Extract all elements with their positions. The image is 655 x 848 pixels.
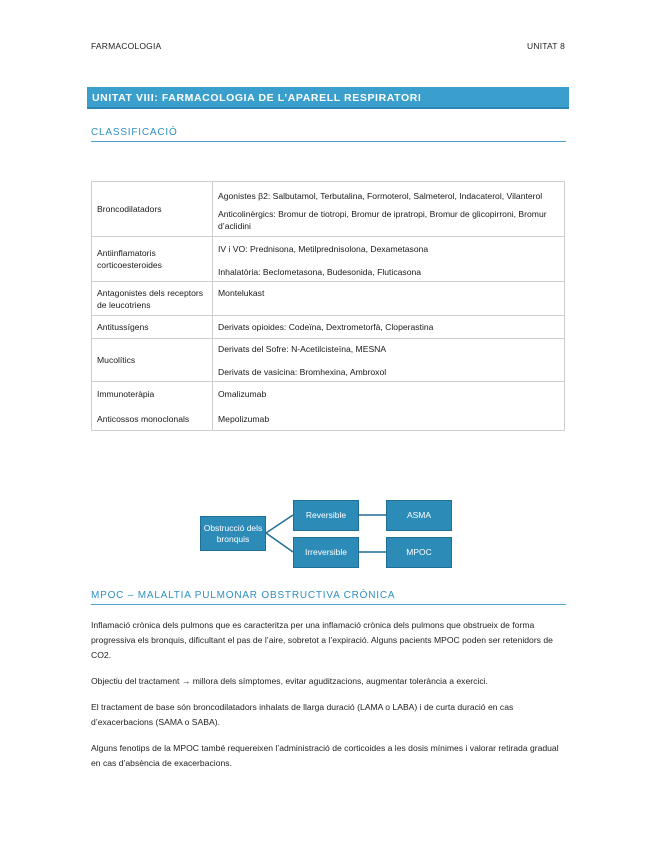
drugs-cell bbox=[213, 382, 565, 431]
section-title-classification: CLASSIFICACIÓ bbox=[91, 127, 566, 142]
connector-root-reversible bbox=[266, 515, 293, 533]
table-row bbox=[92, 339, 565, 382]
header-unit: UNITAT 8 bbox=[527, 41, 565, 51]
drug-line: Agonistes β2: Salbutamol, Terbutalina, Formoterol, Salmeterol, Indacaterol, Vilanterol bbox=[218, 191, 543, 201]
category-line: Immunoteràpia bbox=[97, 388, 155, 399]
category-cell: Antitussígens bbox=[92, 316, 213, 339]
classification-table bbox=[91, 181, 565, 431]
drugs-cell bbox=[213, 182, 565, 237]
drug-line: Mepolizumab bbox=[218, 413, 270, 424]
diagram-node-mpoc: MPOC bbox=[386, 537, 452, 568]
category-cell: Broncodilatadors bbox=[92, 182, 213, 237]
table-row bbox=[92, 237, 565, 282]
category-cell: Mucolítics bbox=[92, 339, 213, 382]
drugs-cell bbox=[213, 282, 565, 316]
drugs-cell bbox=[213, 339, 565, 382]
section-title-mpoc: MPOC – MALALTIA PULMONAR OBSTRUCTIVA CRÒNICA bbox=[91, 590, 566, 605]
paragraph: Alguns fenotips de la MPOC també requereixen l’administració de corticoides a les dosis mínimes i valorar retirada gradual en cas d’absència de exacerbacions. bbox=[91, 743, 559, 768]
category-line: Anticossos monoclonals bbox=[97, 413, 190, 424]
table-row bbox=[92, 316, 565, 339]
paragraph: Inflamació crònica dels pulmons que es caracteritza per una inflamació crònica dels pulmons que obstrueix de forma progressiva els bronquis, dificultant el pas de l’aire, sobretot a l’expiració. Alguns pacients MPOC poden ser retenidors de CO2. bbox=[91, 620, 553, 660]
diagram-node-reversible: Reversible bbox=[293, 500, 359, 531]
drugs-cell bbox=[213, 316, 565, 339]
drug-line: Anticolinèrgics: Bromur de tiotropi, Bromur de ipratropi, Bromur de glicopirroni, Bromur d’aclidini bbox=[218, 209, 547, 231]
diagram-node-irreversible: Irreversible bbox=[293, 537, 359, 568]
paragraph: Objectiu del tractament → millora dels símptomes, evitar aguditzacions, augmentar tolerància a exercici. bbox=[91, 676, 488, 686]
drug-line: Derivats del Sofre: N-Acetilcisteïna, MESNA bbox=[218, 344, 387, 354]
drug-line: Inhalatòria: Beclometasona, Budesonida, Fluticasona bbox=[218, 267, 422, 277]
table-row bbox=[92, 182, 565, 237]
category-cell: Antiinflamatoris corticoesteroides bbox=[92, 237, 213, 282]
connector-root-irreversible bbox=[266, 533, 293, 552]
header-subject: FARMACOLOGIA bbox=[91, 41, 162, 51]
diagram-node-asma: ASMA bbox=[386, 500, 452, 531]
paragraph: El tractament de base són broncodilatadors inhalats de llarga duració (LAMA o LABA) i de curta duració en cas d’exacerbacions (SAMA o SABA). bbox=[91, 702, 514, 727]
drug-line: Omalizumab bbox=[218, 388, 267, 399]
drug-line: IV i VO: Prednisona, Metilprednisolona, Dexametasona bbox=[218, 244, 429, 254]
table-row bbox=[92, 382, 565, 431]
drugs-cell bbox=[213, 237, 565, 282]
table-row bbox=[92, 282, 565, 316]
drug-line: Derivats opioides: Codeïna, Dextrometorfà, Cloperastina bbox=[218, 322, 434, 332]
category-cell bbox=[92, 382, 213, 431]
unit-title-banner: UNITAT VIII: FARMACOLOGIA DE L’APARELL RESPIRATORI bbox=[87, 87, 569, 109]
diagram-node-obstruction: Obstrucció dels bronquis bbox=[200, 516, 266, 551]
drug-line: Derivats de vasicina: Bromhexina, Ambroxol bbox=[218, 367, 387, 377]
category-cell: Antagonistes dels receptors de leucotriens bbox=[92, 282, 213, 316]
drug-line: Montelukast bbox=[218, 288, 265, 298]
